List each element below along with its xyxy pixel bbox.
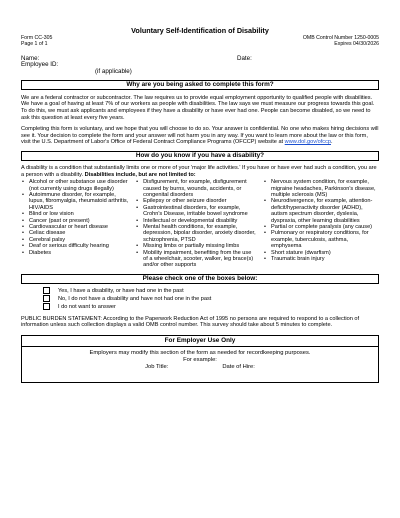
- list-item: • Nervous system condition, for example, migraine headaches, Parkinson's disease, multiple sclerosis (MS): [263, 179, 379, 198]
- employer-use-fields: [22, 364, 378, 371]
- checkbox-yes[interactable]: [43, 287, 50, 294]
- list-item: • Short stature (dwarfism): [263, 250, 379, 256]
- disability-choice-group: [21, 287, 379, 311]
- list-item: • Blind or low vision: [21, 211, 131, 217]
- list-item: • Cerebral palsy: [21, 237, 131, 243]
- page-number: Page 1 of 1: [21, 41, 48, 48]
- option-yes-label: Yes, I have a disability, or have had one in the past: [58, 287, 184, 294]
- list-item: • Cardiovascular or heart disease: [21, 224, 131, 230]
- paragraph-voluntary-text: Completing this form is voluntary, and we hope that you will choose to do so. Your answer is confidential. No one who makes hiring decisions will see it. Your decision to complete the form and your answer will not harm you in any way. If you want to learn more about the law or this form, visit the U.S. Department of Labor's Office of Federal Contract Compliance Programs (OFCCP) website at: [21, 126, 379, 146]
- name-field-label[interactable]: Name:: [21, 54, 40, 62]
- disability-column-1: [21, 179, 131, 269]
- header-meta-row-2: [21, 41, 379, 47]
- list-item: • Diabetes: [21, 250, 131, 256]
- list-item: • Missing limbs or partially missing limbs: [135, 243, 257, 249]
- disability-definition-text: A disability is a condition that substantially limits one or more of your 'major life activities.' If you have or have ever had such a condition, you are a person with a disability.: [21, 164, 377, 178]
- list-item: • Autoimmune disorder, for example, lupus, fibromyalgia, rheumatoid arthritis, HIV/AIDS: [21, 192, 131, 211]
- list-item: • Mobility impairment, benefiting from the use of a wheelchair, scooter, walker, leg brace(s) and/or other supports: [135, 250, 257, 269]
- disability-list-lead: Disabilities include, but are not limited to:: [84, 171, 196, 178]
- section-heading-know: How do you know if you have a disability?: [21, 151, 379, 161]
- employer-use-box: [21, 335, 379, 383]
- employee-id-field-label[interactable]: Employee ID:: [21, 60, 59, 68]
- form-title: Voluntary Self-Identification of Disability: [131, 26, 269, 35]
- paragraph-voluntary: [21, 126, 379, 146]
- list-item: • Alcohol or other substance use disorder (not currently using drugs illegally): [21, 179, 131, 192]
- public-burden-statement: PUBLIC BURDEN STATEMENT: According to the Paperwork Reduction Act of 1995 no persons are required to respond to a collection of information unless such collection displays a valid OMB control number. This survey should take about 5 minutes to complete.: [21, 315, 360, 329]
- employer-use-heading: For Employer Use Only: [22, 336, 378, 347]
- section-heading-check: Please check one of the boxes below:: [21, 274, 379, 284]
- date-field-label[interactable]: Date:: [237, 54, 252, 62]
- list-item: • Partial or complete paralysis (any cause): [263, 224, 379, 230]
- omb-number: OMB Control Number 1250-0005: [302, 35, 379, 41]
- list-item: • Neurodivergence, for example, attention-deficit/hyperactivity disorder (ADHD), autism spectrum disorder, dyslexia, dyspraxia, other learning disabilities: [263, 198, 379, 224]
- list-item: • Deaf or serious difficulty hearing: [21, 243, 131, 249]
- section-heading-why: Why are you being asked to complete this form?: [21, 80, 379, 90]
- employer-use-note: Employers may modify this section of the form as needed for recordkeeping purposes.: [89, 350, 311, 357]
- list-item: • Celiac disease: [21, 230, 131, 236]
- disability-column-3: [263, 179, 379, 269]
- disability-column-2: [135, 179, 257, 269]
- job-title-field-label[interactable]: Job Title:: [145, 363, 169, 370]
- ofccp-link[interactable]: www.dol.gov/ofccp: [284, 139, 331, 146]
- option-decline-label: I do not want to answer: [58, 303, 116, 310]
- option-no[interactable]: [43, 295, 379, 303]
- option-decline[interactable]: [43, 303, 379, 311]
- paragraph-voluntary-end: .: [331, 139, 333, 146]
- paragraph-why: We are a federal contractor or subcontractor. The law requires us to provide equal employment opportunity to qualified people with disabilities. We have a goal of having at least 7% of our workers as people with disabilities. The law says we must measure our progress towards this goal. To do this, we must ask applicants and employees if they have a disability or have ever had one. People can become disabled, so we need to ask this question at least every five years.: [21, 94, 375, 121]
- disability-list: [21, 179, 379, 269]
- option-no-label: No, I do not have a disability and have not had one in the past: [58, 295, 212, 302]
- checkbox-decline[interactable]: [43, 303, 50, 310]
- list-item: • Epilepsy or other seizure disorder: [135, 198, 257, 204]
- date-of-hire-field-label[interactable]: Date of Hire:: [222, 363, 255, 370]
- option-yes[interactable]: [43, 287, 379, 295]
- expiration-date: Expires 04/30/2026: [334, 41, 379, 48]
- employer-use-example: For example:: [183, 356, 217, 363]
- if-applicable-note: (if applicable): [95, 67, 132, 75]
- list-item: • Traumatic brain injury: [263, 256, 379, 262]
- form-id: Form CC-305: [21, 35, 53, 41]
- list-item: • Disfigurement, for example, disfigurement caused by burns, wounds, accidents, or congenital disorders: [135, 179, 257, 198]
- identity-fields: [21, 55, 379, 77]
- list-item: • Mental health conditions, for example, depression, bipolar disorder, anxiety disorder, schizophrenia, PTSD: [135, 224, 257, 243]
- disability-definition: [21, 165, 379, 178]
- checkbox-no[interactable]: [43, 295, 50, 302]
- list-item: • Gastrointestinal disorders, for example, Crohn's Disease, irritable bowel syndrome: [135, 205, 257, 218]
- list-item: • Intellectual or developmental disability: [135, 218, 257, 224]
- list-item: • Cancer (past or present): [21, 218, 131, 224]
- list-item: • Pulmonary or respiratory conditions, for example, tuberculosis, asthma, emphysema: [263, 230, 379, 249]
